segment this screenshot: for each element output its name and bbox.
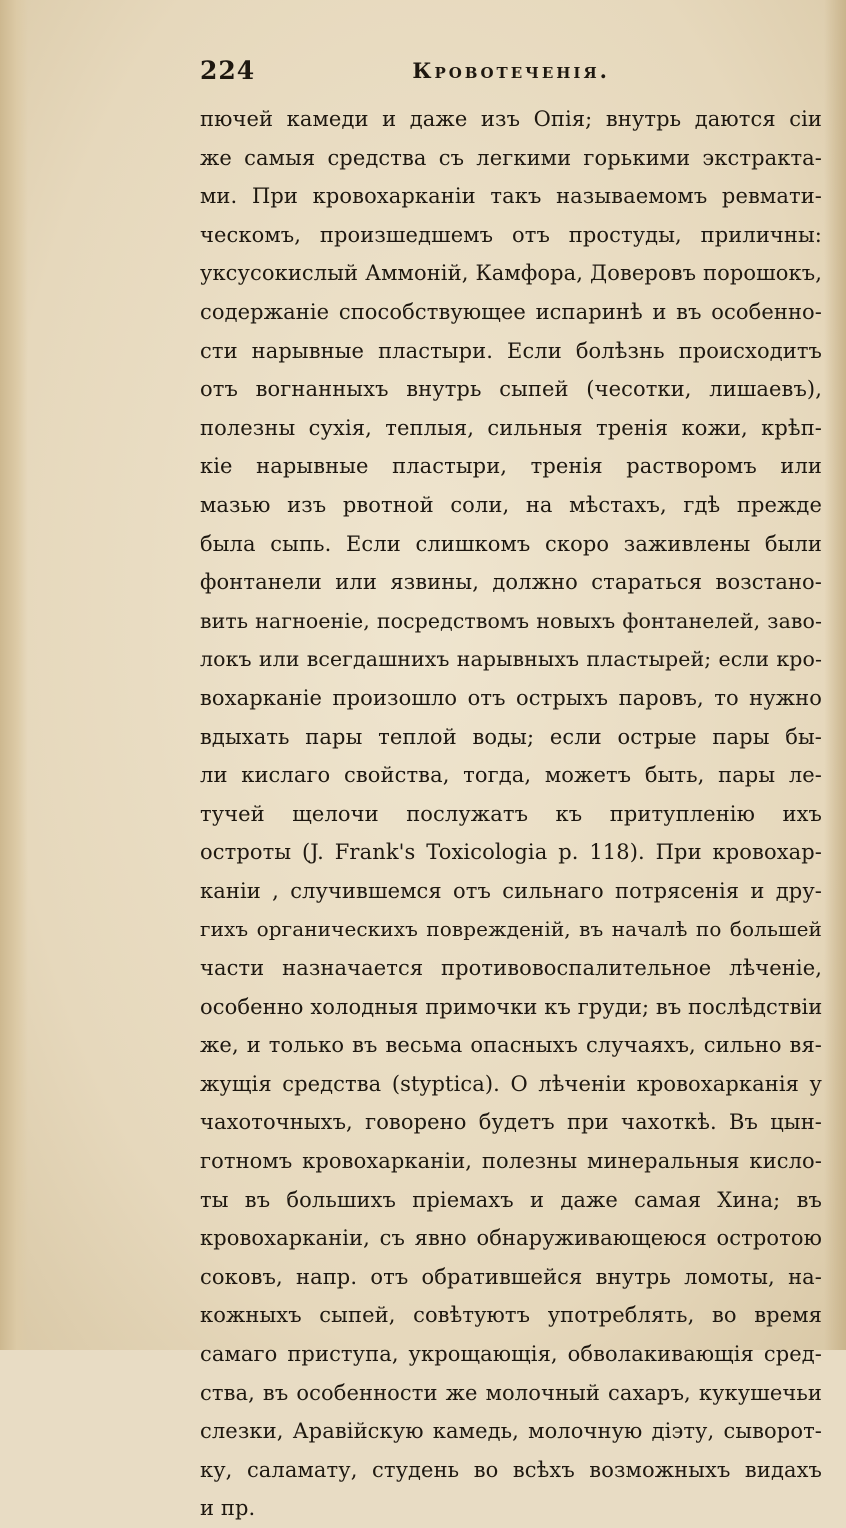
text-line: особенно холодныя примочки къ груди; въ послѣдствіи [200,994,823,1019]
text-line: отъ вогнанныхъ внутрь сыпей (чесотки, лишаевъ), [200,377,822,402]
text-line: же самыя средства съ легкими горькими экстракта- [200,145,822,170]
text-line: вохарканіе произошло отъ острыхъ паровъ, то нужно [200,685,822,710]
text-line: вдыхать пары теплой воды; если острые пары бы- [200,724,822,749]
text-line: слезки, Аравійскую камедь, молочную діэту, сыворот- [200,1419,822,1444]
text-line: ческомъ, произшедшемъ отъ простуды, приличны: [200,222,822,247]
text-line: жущія средства (styptica). О лѣченіи кровохарканія у [200,1071,822,1096]
text-line: части назначается противовоспалительное лѣченіе, [200,956,822,981]
text-line: ства, въ особенности же молочный сахаръ, кукушечьи [200,1380,822,1405]
text-line: ли кислаго свойства, тогда, можетъ быть, пары ле- [200,763,822,788]
text-line: кровохарканіи, съ явно обнаруживающеюся остротою [200,1226,822,1251]
text-line: чахоточныхъ, говорено будетъ при чахоткѣ. Въ цын- [200,1110,822,1135]
text-line: ку, саламату, студень во всѣхъ возможныхъ видахъ [200,1457,822,1482]
text-line: кожныхъ сыпей, совѣтуютъ употреблять, во время [200,1303,822,1328]
page-header [200,56,610,90]
text-line: уксусокислый Аммоній, Камфора, Доверовъ порошокъ, [200,261,822,286]
text-line: полезны сухія, теплыя, сильныя тренія кожи, крѣп- [200,415,822,440]
text-line: локъ или всегдашнихъ нарывныхъ пластырей; если кро- [200,647,822,672]
text-line: мазью изъ рвотной соли, на мѣстахъ, гдѣ прежде [200,492,822,517]
text-line: самаго приступа, укрощающія, обволакивающія сред- [200,1342,822,1366]
text-line: была сыпь. Если слишкомъ скоро заживлены были [200,531,822,556]
text-line: остроты (J. Frank's Toxicologia p. 118). При кровохар- [200,840,822,865]
text-line: каніи , случившемся отъ сильнаго потрясенія и дру- [200,878,822,903]
page-edge-shadow [824,0,846,1350]
page-number: 224 [200,56,256,85]
text-line: сти нарывные пластыри. Если болѣзнь происходитъ [200,338,822,363]
running-head: Кровотеченія. [412,58,610,83]
text-line: кіе нарывные пластыри, тренія растворомъ или [200,454,822,479]
text-line: ми. При кровохарканіи такъ называемомъ ревмати- [200,184,822,209]
text-line: ты въ большихъ пріемахъ и даже самая Хина; въ [200,1187,822,1212]
text-line: соковъ, напр. отъ обратившейся внутрь ломоты, на- [200,1264,822,1289]
text-line: пючей камеди и даже изъ Опія; внутрь даются сіи [200,107,822,131]
text-line: вить нагноеніе, посредствомъ новыхъ фонтанелей, заво- [200,608,822,633]
text-line: тучей щелочи послужатъ къ притупленію ихъ [200,801,822,826]
text-line: же, и только въ весьма опасныхъ случаяхъ, сильно вя- [200,1033,822,1058]
text-line: готномъ кровохарканіи, полезны минеральныя кисло- [200,1149,822,1174]
text-line: гихъ органическихъ поврежденій, въ началѣ по большей [200,917,822,942]
text-line: содержаніе способствующее испаринѣ и въ особенно- [200,299,822,324]
body-text [200,100,822,1528]
page-binding-shadow [0,0,28,1350]
text-line: фонтанели или язвины, должно стараться возстано- [200,570,822,595]
text-line: и пр. [200,1496,256,1521]
